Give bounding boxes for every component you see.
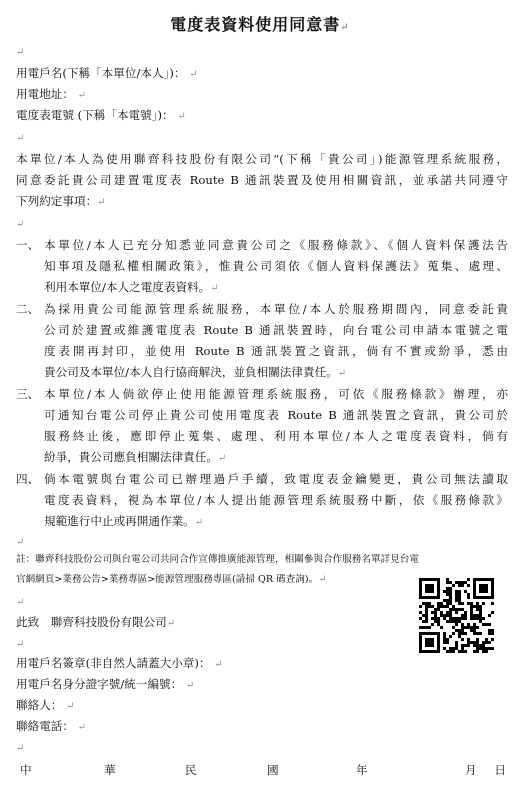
- clause-4-line-2: 電度表資料，視為本單位/本人提出能源管理系統服務中斷，依《服務條款》: [44, 493, 508, 507]
- clause-number: 二、: [16, 302, 40, 316]
- field-contact-phone: 聯絡電話： ↵: [16, 719, 87, 733]
- intro-line-2: 同意委託貴公司建置電度表 Route B 通訊裝置及使用相關資訊，並承諾共同遵守: [16, 173, 508, 187]
- blank-line: ↵: [16, 743, 25, 754]
- paragraph-mark: ↵: [340, 22, 350, 33]
- clause-2-line-4: 貴公司及本單位/本人自行協商解決，並負相關法律責任。↵: [44, 365, 347, 379]
- clause-number: 三、: [16, 387, 40, 401]
- blank-line: ↵: [16, 639, 25, 650]
- clause-1-line-2: 知事項及隱私權相關政策》，惟貴公司須依《個人資料保護法》蒐集、處理、: [44, 259, 508, 273]
- date-char: 中: [20, 763, 32, 777]
- blank-line: ↵: [16, 537, 25, 548]
- qr-code-icon: [419, 578, 494, 653]
- date-char: 華: [104, 763, 116, 777]
- date-char: 日: [494, 763, 506, 777]
- intro-line-1: 本單位/本人為使用聯齊科技股份有限公司“(下稱「貴公司」)能源管理系統服務，: [16, 152, 508, 166]
- date-char: 年: [356, 763, 368, 777]
- clause-3-line-4: 紛爭，貴公司應負相關法律責任。↵: [44, 450, 227, 464]
- field-customer-name: 用電戶名(下稱「本單位/本人」)： ↵: [16, 66, 198, 80]
- note-line-1: 註：聯齊科技股份公司與台電公司共同合作宣傳推廣能源管理，相關參與合作服務名單詳見台電: [16, 554, 419, 565]
- field-address: 用電地址： ↵: [16, 87, 87, 101]
- field-signature-seal: 用電戶名簽章(非自然人請蓋大小章)： ↵: [16, 656, 223, 670]
- blank-line: ↵: [16, 133, 25, 144]
- clause-1-line-3: 利用本單位/本人之電度表資料。↵: [44, 280, 219, 294]
- field-meter-number: 電度表電號 (下稱「本電號」)： ↵: [16, 108, 186, 122]
- blank-line: ↵: [16, 219, 25, 230]
- clause-3-line-3: 服務終止後，應即停止蒐集、處理、利用本單位/本人之電度表資料，倘有: [44, 429, 508, 443]
- intro-line-3: 下列約定事項：↵: [16, 194, 106, 208]
- clause-4-line-3: 規範進行中止或再開通作業。↵: [44, 514, 204, 528]
- field-id-number: 用電戶名身分證字號/統一編號： ↵: [16, 677, 195, 691]
- blank-line: ↵: [16, 47, 25, 58]
- date-char: 月: [465, 763, 477, 777]
- consent-document: 電度表資料使用同意書↵ ↵ 用電戶名(下稱「本單位/本人」)： ↵ 用電地址： ↵ 電度表電號 (下稱「本電號」)： ↵ ↵ 本單位/本人為使用聯齊科技股份有限公司“(下稱「貴公司」)能源管理系統服務， 同意委託貴公司建置電度表 Route B 通訊裝置及使用相關資訊，並承諾共同遵守 下列約定事項：↵ ↵ 一、 本單位/本人已充分知悉並同意貴公司之《服務條款》、《個人資料保護法告 知事項及隱私權相關政策》，惟貴公司須依《個人資料保護法》蒐集、處理、 利用本單位/本人之電度表資料。↵ 二、 為採用貴公司能源管理系統服務，本單位/本人於服務期間內，同意委託貴 公司於建置或維護電度表 Route B 通訊裝置時，向台電公司申請本電號之電 度表開再封印，並使用 Route B 通訊裝置之資訊，倘有不實或紛爭，悉由 貴公司及本單位/本人自行協商解決，並負相關法律責任。↵ 三、 本單位/本人倘欲停止使用能源管理系統服務，可依《服務條款》辦理，亦 可通知台電公司停止貴公司使用電度表 Route B 通訊裝置之資訊，貴公司於 服務終止後，應即停止蒐集、處理、利用本單位/本人之電度表資料，倘有 紛爭，貴公司應負相關法律責任。↵ 四、 倘本電號與台電公司已辦理過戶手續，致電度表金鑰變更，貴公司無法讀取 電度表資料，視為本單位/本人提出能源管理系統服務中斷，依《服務條款》 規範進行中止或再開通作業。↵ ↵ 註：聯齊科技股份公司與台電公司共同合作宣傳推廣能源管理，相關參與合作服務名單詳見台電 官網網頁>業務公告>業務專區>能源管理服務專區(請掃 QR 碼查詢)。↵ ↵ 此致 聯齊科技股份有限公司↵ ↵ 用電戶名簽章(非自然人請蓋大小章)： ↵ 用電戶名身分證字號/統一編號： ↵ 聯絡人： ↵ 聯絡電話： ↵ ↵ 中 華 民 國 年 月 日: [0, 0, 520, 785]
- clause-2-line-3: 度表開再封印，並使用 Route B 通訊裝置之資訊，倘有不實或紛爭，悉由: [44, 344, 508, 358]
- date-char: 民: [185, 763, 197, 777]
- clause-3-line-2: 可通知台電公司停止貴公司使用電度表 Route B 通訊裝置之資訊，貴公司於: [44, 408, 508, 422]
- document-title: 電度表資料使用同意書↵: [170, 15, 350, 34]
- salutation: 此致 聯齊科技股份有限公司↵: [16, 615, 176, 629]
- date-char: 國: [267, 763, 279, 777]
- note-line-2: 官網網頁>業務公告>業務專區>能源管理服務專區(請掃 QR 碼查詢)。↵: [16, 574, 327, 585]
- blank-line: ↵: [16, 597, 25, 608]
- field-contact-person: 聯絡人： ↵: [16, 698, 75, 712]
- clause-number: 一、: [16, 238, 40, 252]
- clause-2-line-2: 公司於建置或維護電度表 Route B 通訊裝置時，向台電公司申請本電號之電: [44, 323, 508, 337]
- clause-number: 四、: [16, 472, 40, 486]
